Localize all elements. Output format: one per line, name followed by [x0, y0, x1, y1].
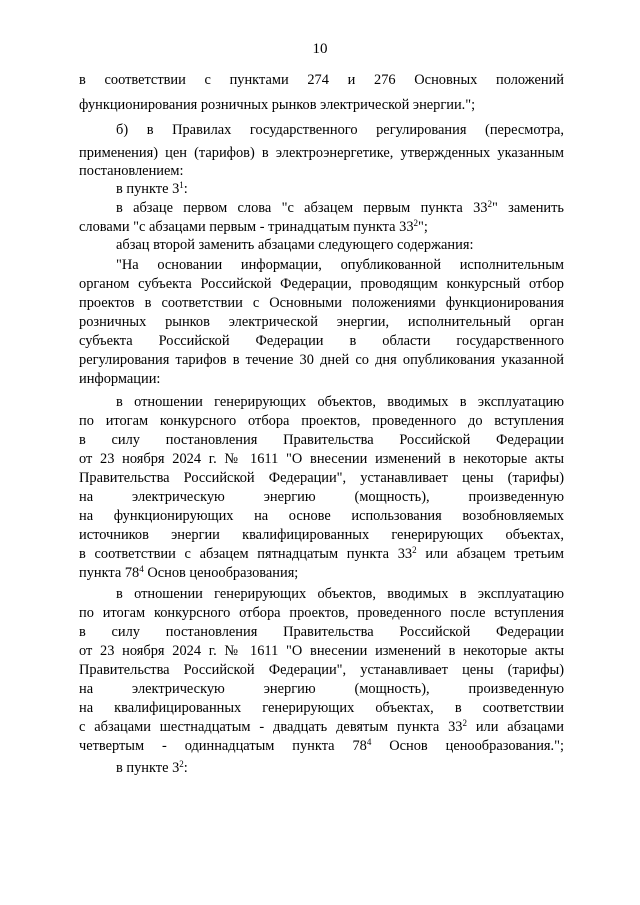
- text-line: проектов в соответствии с Основными положениями функционирования: [79, 295, 564, 311]
- line-text: пункта 78: [79, 565, 140, 581]
- text-line: в силу постановления Правительства Российской Федерации: [79, 624, 564, 640]
- text-line: б) в Правилах государственного регулирования (пересмотра,: [116, 122, 564, 138]
- text-line: в силу постановления Правительства Российской Федерации: [79, 432, 564, 448]
- superscript: 2: [462, 718, 467, 728]
- superscript: 2: [412, 545, 417, 555]
- text-line: на функционирующих на основе использования возобновляемых: [79, 508, 564, 524]
- text-line: применения) цен (тарифов) в электроэнергетике, утвержденных указанным: [79, 145, 564, 161]
- text-line: розничных рынков электрической энергии, исполнительный орган: [79, 314, 564, 330]
- text-line: от 23 ноября 2024 г. № 1611 "О внесении изменений в некоторые акты: [79, 451, 564, 467]
- text-line: по итогам конкурсного отбора проектов, проведенного после вступления: [79, 605, 564, 621]
- text-line: [116, 199, 564, 218]
- superscript: 4: [366, 737, 372, 747]
- text-line: по итогам конкурсного отбора проектов, проведенного до вступления: [79, 413, 564, 429]
- text-line: регулирования тарифов в течение 30 дней со дня опубликования указанной: [79, 352, 564, 368]
- text-line: [79, 545, 564, 564]
- text-line: на квалифицированных генерирующих объектах, в соответствии: [79, 700, 564, 716]
- text-line: органом субъекта Российской Федерации, проводящим конкурсный отбор: [79, 276, 564, 292]
- text-line: абзац второй заменить абзацами следующего содержания:: [116, 237, 474, 253]
- line-text: :: [183, 181, 188, 197]
- text-line: [79, 718, 564, 737]
- text-line: функционирования розничных рынков электрической энергии.";: [79, 97, 476, 113]
- line-text: или абзацем третьим: [416, 546, 564, 562]
- line-text: в пункте 3: [116, 181, 180, 197]
- text-line: источников энергии квалифицированных генерирующих объектах,: [79, 527, 564, 543]
- text-line: в отношении генерирующих объектов, вводимых в эксплуатацию: [116, 394, 564, 410]
- text-line: [79, 737, 564, 756]
- superscript: 2: [179, 759, 184, 769]
- text-line: [116, 759, 564, 778]
- line-text: четвертым - одиннадцатым пункта 78: [79, 738, 367, 754]
- page-number: 10: [312, 41, 328, 57]
- line-text: в пункте 3: [116, 760, 180, 776]
- text-line: Правительства Российской Федерации", устанавливает цены (тарифы): [79, 662, 564, 678]
- text-line: Правительства Российской Федерации", устанавливает цены (тарифы): [79, 470, 564, 486]
- text-line: "На основании информации, опубликованной исполнительным: [116, 257, 564, 273]
- text-line: от 23 ноября 2024 г. № 1611 "О внесении изменений в некоторые акты: [79, 643, 564, 659]
- text-line: субъекта Российской Федерации в области государственного: [79, 333, 564, 349]
- superscript: 2: [413, 218, 419, 228]
- line-text: словами "с абзацами первым - тринадцатым пункта 33: [79, 219, 414, 235]
- line-text: Основ ценообразования.";: [371, 738, 564, 754]
- text-line: [116, 180, 564, 199]
- superscript: 2: [487, 199, 492, 209]
- text-line: информации:: [79, 371, 161, 387]
- line-text: ";: [418, 219, 428, 235]
- text-line: на электрическую энергию (мощность), произведенную: [79, 681, 564, 697]
- superscript: 4: [139, 564, 144, 574]
- text-line: в соответствии с пунктами 274 и 276 Основных положений: [79, 72, 564, 88]
- line-text: :: [183, 760, 188, 776]
- text-line: [79, 218, 564, 237]
- text-line: [79, 564, 564, 583]
- text-line: на электрическую энергию (мощность), произведенную: [79, 489, 564, 505]
- line-text: Основ ценообразования;: [143, 565, 299, 581]
- text-line: в отношении генерирующих объектов, вводимых в эксплуатацию: [116, 586, 564, 602]
- line-text: в абзаце первом слова "с абзацем первым пункта 33: [116, 200, 488, 216]
- line-text: " заменить: [492, 200, 564, 216]
- line-text: в соответствии с абзацем пятнадцатым пункта 33: [79, 546, 413, 562]
- line-text: с абзацами шестнадцатым - двадцать девятым пункта 33: [79, 719, 463, 735]
- text-line: постановлением:: [79, 163, 184, 179]
- line-text: или абзацами: [466, 719, 564, 735]
- superscript: 1: [179, 180, 184, 190]
